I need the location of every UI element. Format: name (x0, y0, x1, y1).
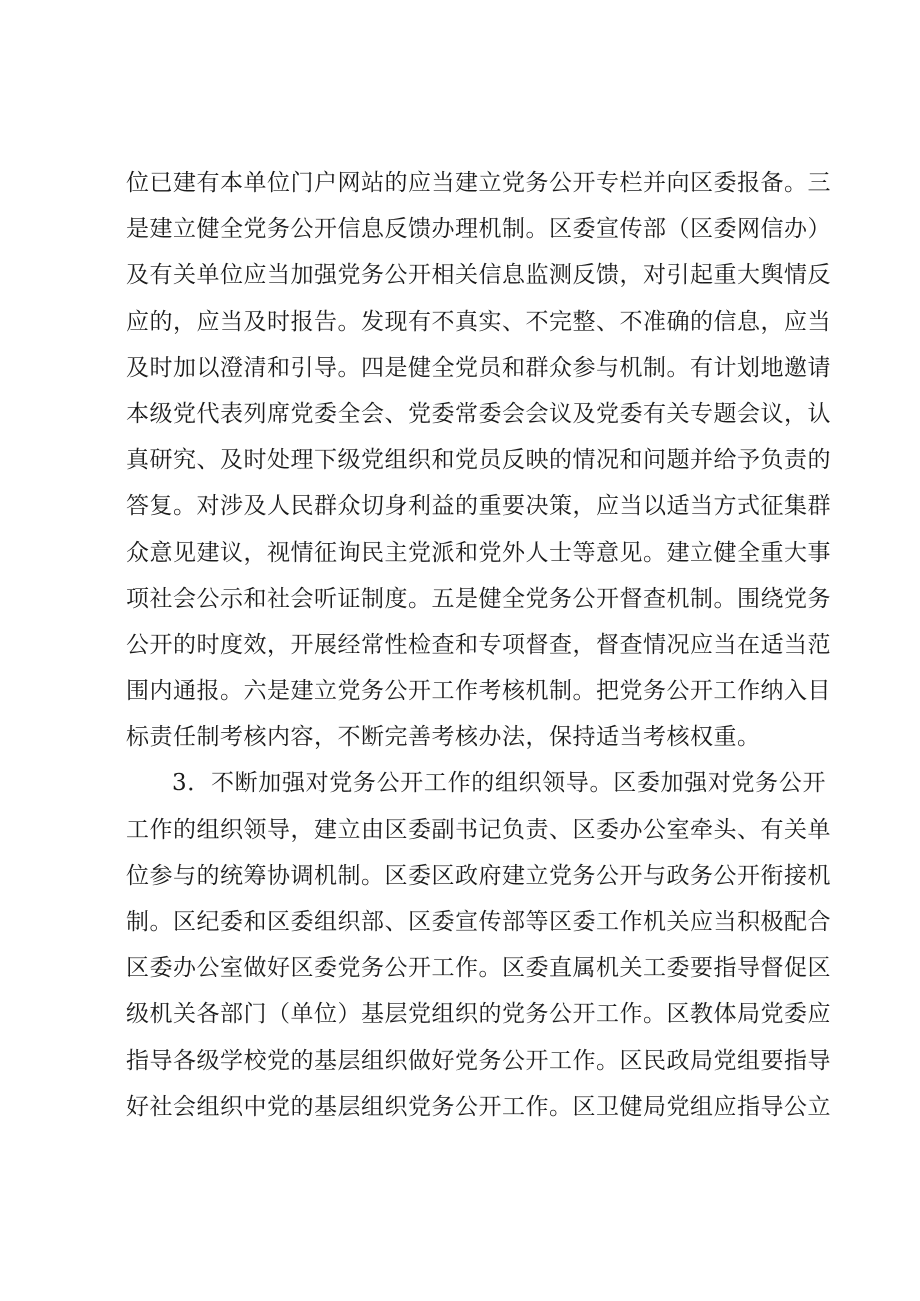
paragraph-heading-line: 3．不断加强对党务公开工作的组织领导。区委加强对党务公开 (172, 770, 826, 797)
text-line: 位已建有本单位门户网站的应当建立党务公开专栏并向区委报备。三 (126, 170, 831, 196)
text-line: 标责任制考核内容，不断完善考核办法，保持适当考核权重。 (126, 724, 761, 751)
text-line: 及有关单位应当加强党务公开相关信息监测反馈，对引起重大舆情反 (126, 262, 831, 289)
text-line: 制。区纪委和区委组织部、区委宣传部等区委工作机关应当积极配合 (126, 909, 831, 935)
text-line: 级机关各部门（单位）基层党组织的党务公开工作。区教体局党委应 (126, 1001, 831, 1028)
text-line: 众意见建议，视情征询民主党派和党外人士等意见。建立健全重大事 (126, 539, 831, 566)
text-line: 指导各级学校党的基层组织做好党务公开工作。区民政局党组要指导 (126, 1047, 831, 1074)
text-line: 公开的时度效，开展经常性检查和专项督查，督查情况应当在适当范 (126, 631, 831, 658)
text-line: 工作的组织领导，建立由区委副书记负责、区委办公室牵头、有关单 (126, 816, 831, 843)
text-line: 是建立健全党务公开信息反馈办理机制。区委宣传部（区委网信办） (126, 216, 831, 243)
paragraph-continued (126, 160, 831, 760)
paragraph-3 (126, 760, 831, 1130)
text-line: 答复。对涉及人民群众切身利益的重要决策，应当以适当方式征集群 (126, 493, 831, 520)
text-line: 位参与的统筹协调机制。区委区政府建立党务公开与政务公开衔接机 (126, 862, 831, 889)
text-line: 围内通报。六是建立党务公开工作考核机制。把党务公开工作纳入目 (126, 678, 831, 705)
text-line: 真研究、及时处理下级党组织和党员反映的情况和问题并给予负责的 (126, 447, 831, 474)
text-line: 区委办公室做好区委党务公开工作。区委直属机关工委要指导督促区 (126, 955, 831, 982)
document-body (126, 160, 831, 1130)
text-line: 应的，应当及时报告。发现有不真实、不完整、不准确的信息，应当 (126, 308, 831, 335)
text-line: 好社会组织中党的基层组织党务公开工作。区卫健局党组应指导公立 (126, 1093, 831, 1120)
text-line: 及时加以澄清和引导。四是健全党员和群众参与机制。有计划地邀请 (126, 354, 831, 381)
text-line: 本级党代表列席党委全会、党委常委会会议及党委有关专题会议，认 (126, 400, 831, 427)
text-line: 项社会公示和社会听证制度。五是健全党务公开督查机制。围绕党务 (126, 585, 831, 612)
